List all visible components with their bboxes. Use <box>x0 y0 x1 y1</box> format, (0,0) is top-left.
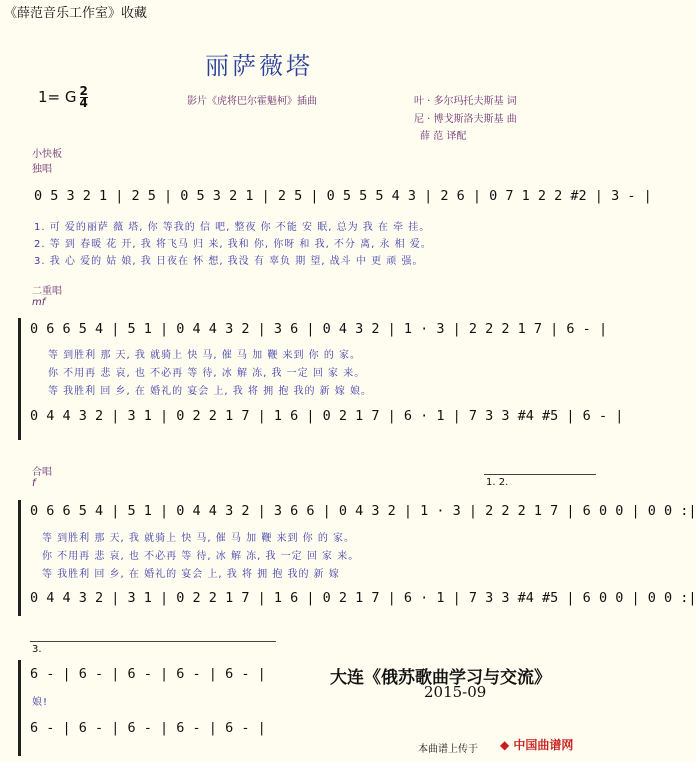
chorus-system-brace <box>18 500 21 616</box>
solo-melody: 0 5 3 2 1 | 2 5 | 0 5 3 2 1 | 2 5 | 0 5 5 5 4 3 | 2 6 | 0 7 1 2 2 #2 | 3 - | <box>34 188 652 204</box>
duet-lyric-verse-2: 你 不用再 悲 哀, 也 不必再 等 待, 冰 解 冻, 我 一定 回 家 来。 <box>48 368 366 379</box>
chorus-lyric-verse-3: 等 我胜利 回 乡, 在 婚礼的 宴会 上, 我 将 拥 抱 我的 新 嫁 <box>42 569 340 580</box>
film-credit: 影片《虎将巴尔霍魁柯》插曲 <box>187 96 317 107</box>
solo-lyric-verse-1: 1. 可 爱的丽萨 薇 塔, 你 等我的 信 吧, 整夜 你 不能 安 眠, 总为 我 在 牵 挂。 <box>34 222 431 233</box>
duet-lyric-verse-1: 等 到胜利 那 天, 我 就骑上 快 马, 催 马 加 鞭 来到 你 的 家。 <box>48 350 362 361</box>
key-label: 1= G <box>38 88 77 106</box>
site-logo[interactable] <box>500 736 573 753</box>
volta-bracket-1-2 <box>484 474 596 475</box>
ending-lyric: 娘! <box>32 697 49 708</box>
upload-note: 本曲谱上传于 <box>418 744 478 755</box>
logo-text: 中国曲谱网 <box>513 738 574 752</box>
ending-upper-part: 6 - | 6 - | 6 - | 6 - | 6 - | <box>30 666 266 682</box>
duet-system-brace <box>18 318 21 440</box>
collection-label: 《薛范音乐工作室》收藏 <box>4 6 148 21</box>
chorus-lyric-verse-2: 你 不用再 悲 哀, 也 不必再 等 待, 冰 解 冻, 我 一定 回 家 来。 <box>42 551 360 562</box>
solo-label: 独唱 <box>32 164 52 175</box>
song-title: 丽萨薇塔 <box>205 52 313 80</box>
time-numerator: 2 <box>79 84 88 98</box>
source-date: 2015-09 <box>424 683 487 701</box>
time-signature <box>80 86 88 109</box>
duet-lower-part: 0 4 4 3 2 | 3 1 | 0 2 2 1 7 | 1 6 | 0 2 1 7 | 6 · 1 | 7 3 3 #4 #5 | 6 - | <box>30 408 624 424</box>
tempo-marking: 小快板 <box>32 149 62 160</box>
time-denominator: 4 <box>79 96 88 110</box>
duet-upper-part: 0 6 6 5 4 | 5 1 | 0 4 4 3 2 | 3 6 | 0 4 3 2 | 1 · 3 | 2 2 2 1 7 | 6 - | <box>30 321 608 337</box>
ending-system-brace <box>18 660 21 756</box>
volta-bracket-3 <box>30 641 276 642</box>
duet-lyric-verse-3: 等 我胜利 回 乡, 在 婚礼的 宴会 上, 我 将 拥 抱 我的 新 嫁 娘。 <box>48 386 373 397</box>
chorus-upper-part: 0 6 6 5 4 | 5 1 | 0 4 4 3 2 | 3 6 6 | 0 4 3 2 | 1 · 3 | 2 2 2 1 7 | 6 0 0 | 0 0 :| <box>30 503 696 519</box>
solo-lyric-verse-3: 3. 我 心 爱的 姑 娘, 我 日夜在 怀 想, 我没 有 辜负 期 望, 战斗 中 更 顽 强。 <box>34 256 424 267</box>
lyricist-credit: 叶 · 多尔玛托夫斯基 词 <box>414 96 517 107</box>
chorus-dynamic: f <box>32 478 36 489</box>
solo-lyric-verse-2: 2. 等 到 春暖 花 开, 我 将飞马 归 来, 我和 你, 你呀 和 我, 不分 离, 永 相 爱。 <box>34 239 432 250</box>
composer-credit: 尼 · 博戈斯洛夫斯基 曲 <box>414 114 517 125</box>
ending-lower-part: 6 - | 6 - | 6 - | 6 - | 6 - | <box>30 720 266 736</box>
chorus-lyric-verse-1: 等 到胜利 那 天, 我 就骑上 快 马, 催 马 加 鞭 来到 你 的 家。 <box>42 533 356 544</box>
source-credit: 大连《俄苏歌曲学习与交流》 <box>330 668 551 688</box>
volta-label-3: 3. <box>32 644 42 655</box>
chorus-label: 合唱 <box>32 467 52 478</box>
chorus-lower-part: 0 4 4 3 2 | 3 1 | 0 2 2 1 7 | 1 6 | 0 2 1 7 | 6 · 1 | 7 3 3 #4 #5 | 6 0 0 | 0 0 :| <box>30 590 696 606</box>
volta-label-1-2: 1. 2. <box>486 477 509 488</box>
key-signature <box>38 86 88 109</box>
translator-credit: 薛 范 译配 <box>420 131 467 142</box>
duet-label: 二重唱 <box>32 286 62 297</box>
duet-dynamic: mf <box>32 297 46 308</box>
logo-mark-icon: ◆ <box>500 738 510 752</box>
